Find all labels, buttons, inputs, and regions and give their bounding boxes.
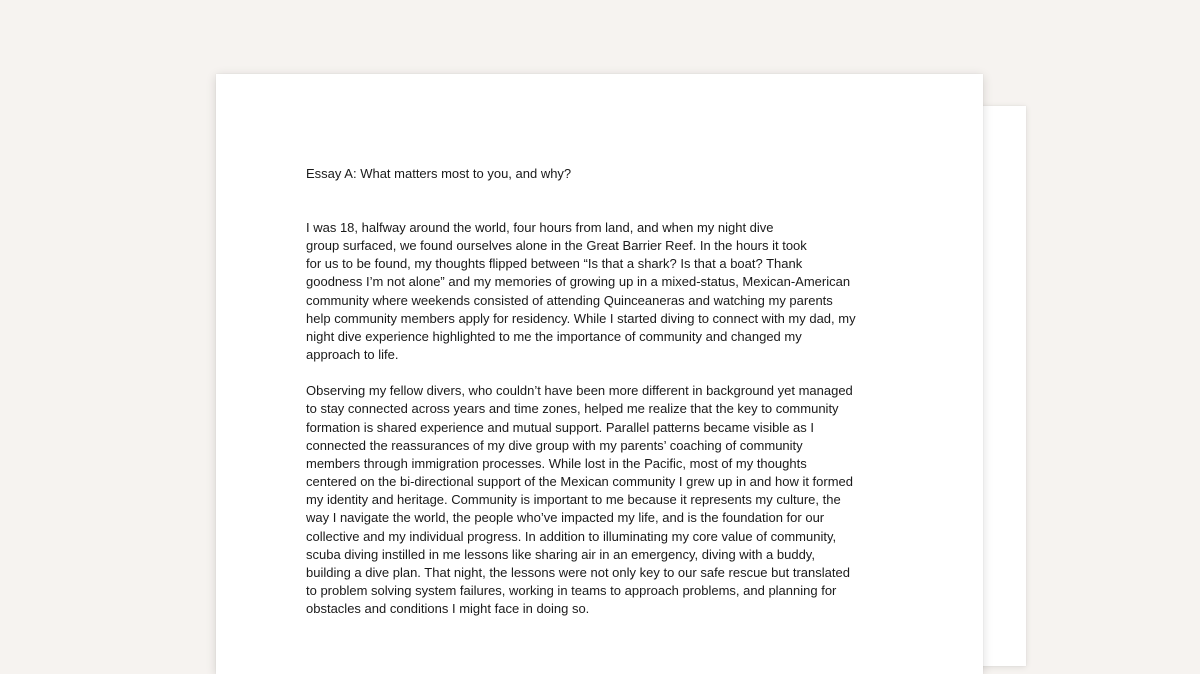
text-line: help community members apply for residency. While I started diving to connect with my dad, my: [306, 310, 856, 326]
paragraph-1: [306, 219, 946, 364]
text-line: collective and my individual progress. In addition to illuminating my core value of community,: [306, 528, 837, 544]
paragraph-2: [306, 382, 946, 618]
text-line: formation is shared experience and mutual support. Parallel patterns became visible as I: [306, 419, 814, 435]
text-line: to problem solving system failures, working in teams to approach problems, and planning for: [306, 582, 837, 598]
text-line: scuba diving instilled in me lessons like sharing air in an emergency, diving with a buddy,: [306, 546, 815, 562]
essay-title: Essay A: What matters most to you, and why?: [306, 166, 572, 181]
essay-page: [216, 74, 983, 674]
text-line: my identity and heritage. Community is important to me because it represents my culture, the: [306, 492, 841, 508]
text-line: building a dive plan. That night, the lessons were not only key to our safe rescue but translated: [306, 564, 850, 580]
text-line: centered on the bi-directional support of the Mexican community I grew up in and how it formed: [306, 474, 854, 490]
text-line: community where weekends consisted of attending Quinceaneras and watching my parents: [306, 292, 833, 308]
text-line: members through immigration processes. While lost in the Pacific, most of my thoughts: [306, 455, 807, 471]
text-line: Observing my fellow divers, who couldn’t have been more different in background yet managed: [306, 383, 853, 399]
text-line: way I navigate the world, the people who’ve impacted my life, and is the foundation for our: [306, 510, 825, 526]
text-line: group surfaced, we found ourselves alone in the Great Barrier Reef. In the hours it took: [306, 238, 807, 254]
text-line: for us to be found, my thoughts flipped between “Is that a shark? Is that a boat? Thank: [306, 256, 803, 272]
text-line: obstacles and conditions I might face in doing so.: [306, 601, 590, 617]
text-line: night dive experience highlighted to me the importance of community and changed my: [306, 328, 802, 344]
text-line: approach to life.: [306, 347, 399, 363]
text-line: goodness I’m not alone” and my memories of growing up in a mixed-status, Mexican-American: [306, 274, 851, 290]
text-line: to stay connected across years and time zones, helped me realize that the key to community: [306, 401, 839, 417]
text-line: I was 18, halfway around the world, four hours from land, and when my night dive: [306, 220, 774, 235]
essay-body: [306, 219, 946, 636]
text-line: connected the reassurances of my dive group with my parents’ coaching of community: [306, 437, 803, 453]
